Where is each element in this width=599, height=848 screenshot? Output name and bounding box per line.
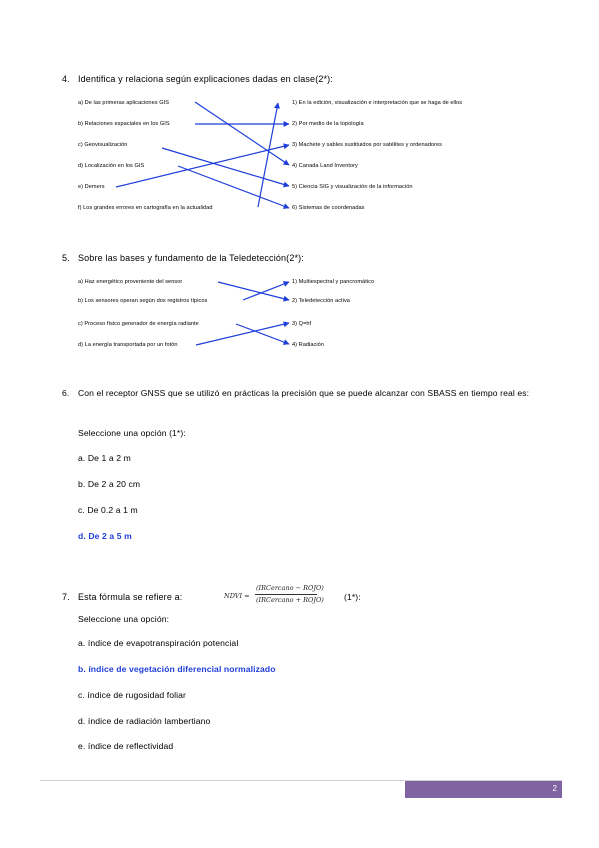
q6-option-b[interactable]: b. De 2 a 20 cm [78,479,141,489]
question-number: 4. [62,74,70,84]
q4-right-item[interactable]: 5) Ciencia SIG y visualización de la información [292,184,413,190]
q7-option-c[interactable]: c. índice de rugosidad foliar [78,690,186,700]
q5-arrow-a-2 [218,282,289,300]
page-number: 2 [552,784,557,793]
q7-option-b-selected[interactable]: b. índice de vegetación diferencial normalizado [78,664,276,674]
q4-left-item[interactable]: a) De las primeras aplicaciones GIS [78,100,169,106]
q7-prompt: Seleccione una opción: [78,614,170,624]
question-text: Identifica y relaciona según explicaciones dadas en clase(2*): [78,74,333,84]
question-text: Sobre las bases y fundamento de la Teledetección(2*): [78,253,304,263]
q5-left-item[interactable]: c) Proceso físico generador de energía radiante [78,321,199,327]
q5-left-item[interactable]: b) Los sensores operan según dos registros típicos [78,298,208,304]
q7-option-d[interactable]: d. índice de radiación lambertiano [78,716,211,726]
question-number: 5. [62,253,70,263]
q5-right-item[interactable]: 1) Multiespectral y pancromático [292,279,375,285]
q5-left-item[interactable]: a) Haz energético proveniente del sensor [78,279,183,285]
q4-arrow-a-4 [195,102,289,165]
footer-bar [405,781,562,798]
question-text: Con el receptor GNSS que se utilizó en prácticas la precisión que se puede alcanzar con SBASS en tiempo real es: [78,388,530,398]
q6-option-a[interactable]: a. De 1 a 2 m [78,453,131,463]
q4-right-item[interactable]: 2) Por medio de la topología [292,121,364,127]
q4-right-item[interactable]: 6) Sistemas de coordenadas [292,205,365,211]
question-text: Esta fórmula se refiere a: [78,592,183,602]
question-number: 6. [62,388,70,398]
q4-left-item[interactable]: c) Geovisualización [78,142,128,148]
q7-option-a[interactable]: a. índice de evapotranspiración potencial [78,638,239,648]
fraction-bar [255,594,317,595]
q4-left-item[interactable]: e) Demers [78,184,105,190]
question-6-title [62,386,562,402]
formula-lhs: NDVI = [224,592,250,600]
q4-right-item[interactable]: 4) Canada Land Inventory [292,163,358,169]
q6-prompt: Seleccione una opción (1*): [78,428,186,438]
q4-left-item[interactable]: b) Relaciones espaciales en los GIS [78,121,170,127]
question-7-title [62,592,182,602]
formula-numerator: (IRCercano − ROJO) [256,584,324,592]
q4-left-item[interactable]: d) Localización en los GIS [78,163,145,169]
q6-option-c[interactable]: c. De 0.2 a 1 m [78,505,138,515]
q4-arrow-d-6 [178,166,289,208]
question-7-points: (1*): [344,592,361,602]
q7-option-e[interactable]: e. índice de reflectividad [78,741,174,751]
q5-right-item[interactable]: 3) Q=hf [292,321,312,327]
q5-left-item[interactable]: d) La energía transportada por un fotón [78,342,178,348]
q5-right-item[interactable]: 4) Radiación [292,342,325,348]
question-number: 7. [62,592,70,602]
q4-right-item[interactable]: 3) Machete y sables sustituidos por satélites y ordenadores [292,142,443,148]
q4-left-item[interactable]: f) Los grandes errores en cartografía en la actualidad [78,205,213,211]
ndvi-formula [224,583,324,609]
q5-arrow-b-1 [243,282,289,300]
q5-right-item[interactable]: 2) Teledetección activa [292,298,350,304]
q6-option-d-selected[interactable]: d. De 2 a 5 m [78,531,132,541]
q4-right-item[interactable]: 1) En la edición, visualización e interpretación que se haga de ellos [292,100,463,106]
formula-denominator: (IRCercano + ROJO) [256,596,324,604]
